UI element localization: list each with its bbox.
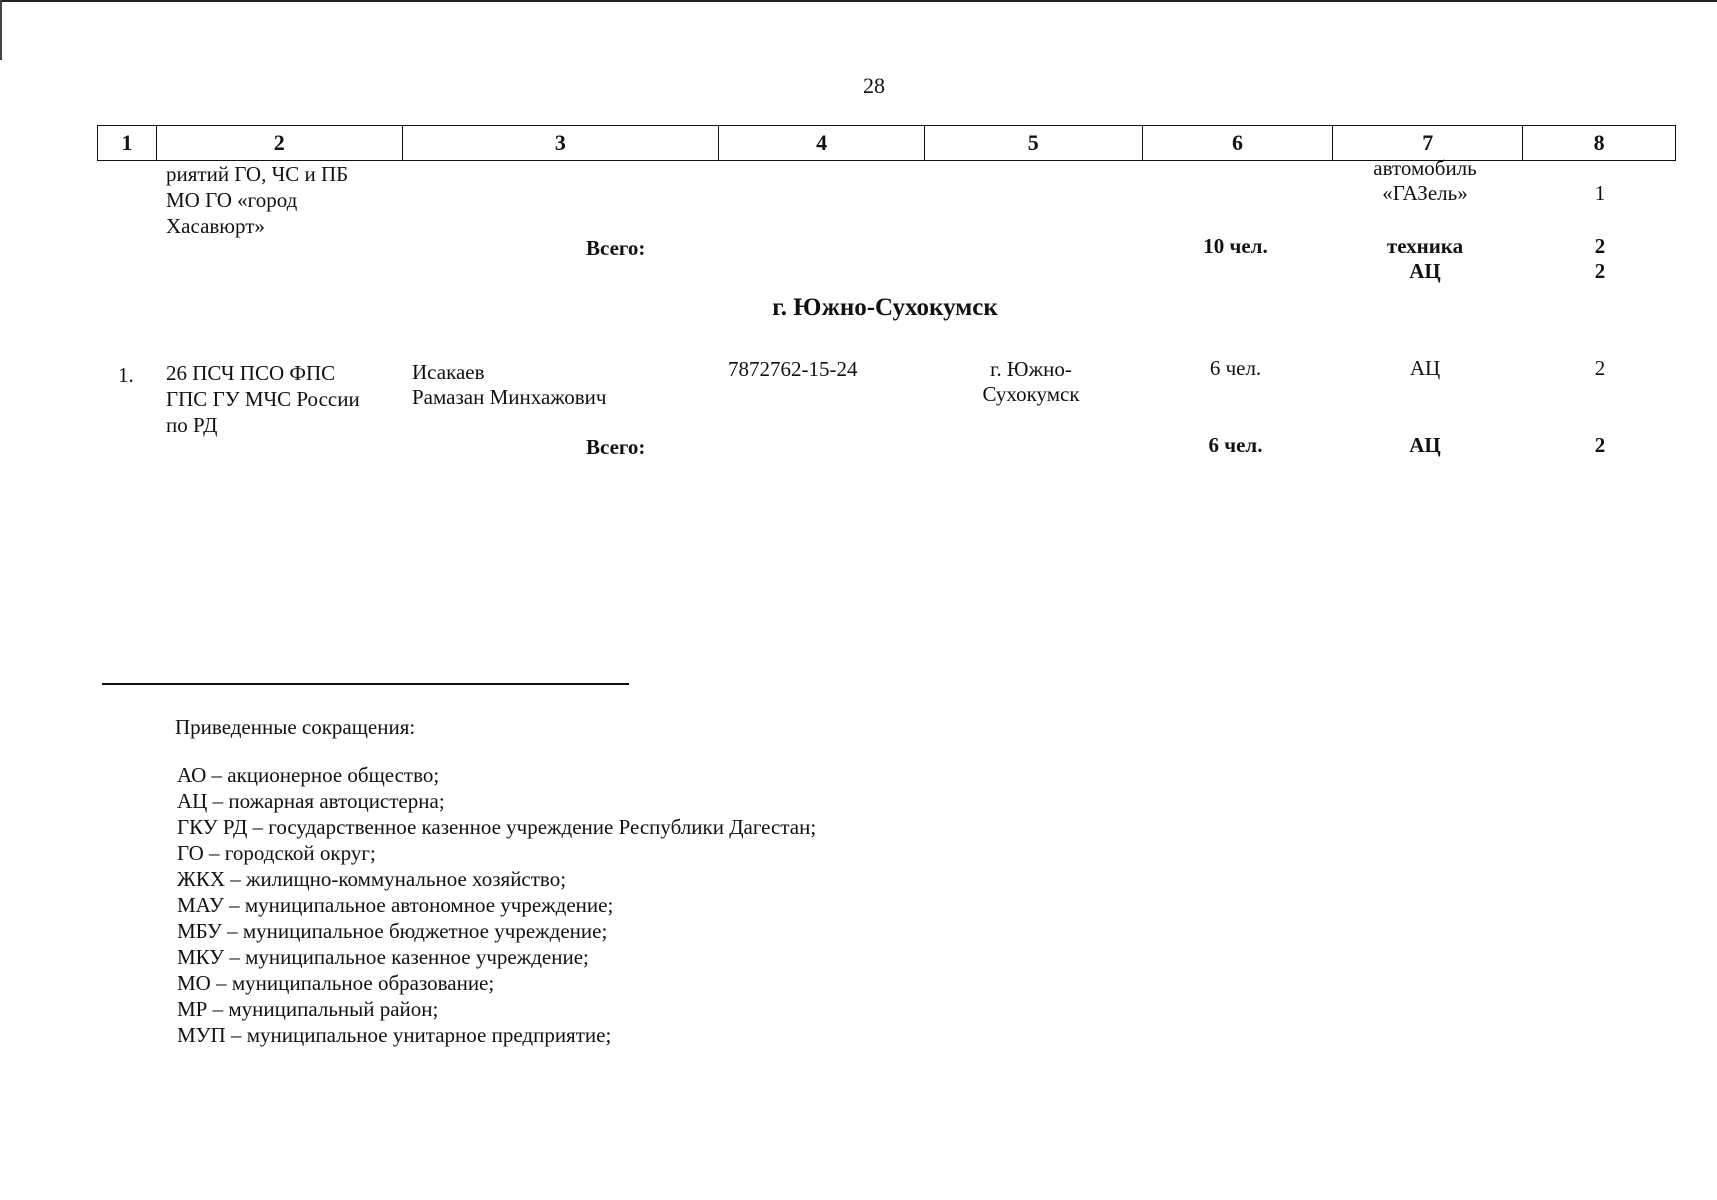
continued-count: 1 [1594, 181, 1606, 205]
header-col-4: 4 [718, 126, 924, 160]
total-1-count-1: 2 [1594, 234, 1606, 258]
row-1-phone: 7872762-15-24 [728, 357, 858, 381]
header-col-7: 7 [1332, 126, 1522, 160]
abbreviation-item: МО – муниципальное образование; [177, 971, 495, 995]
row-1-location-line-2: Сухокумск [982, 382, 1080, 406]
row-1-org-line-2: ГПС ГУ МЧС России [166, 387, 360, 411]
row-1-people: 6 чел. [1209, 356, 1262, 380]
header-col-3: 3 [402, 126, 719, 160]
continued-org-line-2: МО ГО «город [166, 188, 298, 212]
row-1-count: 2 [1594, 356, 1606, 380]
section-title: г. Южно-Сухокумск [772, 294, 998, 321]
header-col-6: 6 [1142, 126, 1333, 160]
abbreviation-item: АЦ – пожарная автоцистерна; [177, 789, 445, 813]
abbreviations-title: Приведенные сокращения: [175, 715, 416, 739]
abbreviation-item: МУП – муниципальное унитарное предприятие; [177, 1023, 612, 1047]
total-1-equipment-line-2: АЦ [1409, 259, 1441, 283]
row-1-location-line-1: г. Южно- [990, 357, 1072, 381]
footnote-separator [102, 683, 629, 685]
scan-top-edge [0, 0, 1717, 2]
total-1-people: 10 чел. [1203, 234, 1268, 258]
abbreviation-item: МАУ – муниципальное автономное учреждение; [177, 893, 614, 917]
abbreviation-item: ГО – городской округ; [177, 841, 376, 865]
header-col-5: 5 [924, 126, 1142, 160]
abbreviations-list [177, 762, 816, 1048]
row-1-number: 1. [118, 363, 134, 387]
header-col-2: 2 [156, 126, 402, 160]
continued-equipment-line-2: «ГАЗель» [1382, 181, 1468, 205]
continued-equipment-line-1: автомобиль [1373, 156, 1477, 180]
abbreviation-item: МР – муниципальный район; [177, 997, 439, 1021]
page-number: 28 [863, 73, 885, 98]
total-2-count: 2 [1594, 433, 1606, 457]
row-1-org-line-1: 26 ПСЧ ПСО ФПС [166, 361, 336, 385]
row-1-org-line-3: по РД [166, 413, 218, 437]
row-1-equipment: АЦ [1409, 356, 1441, 380]
header-col-1: 1 [121, 130, 133, 155]
total-1-equipment-line-1: техника [1386, 234, 1464, 258]
abbreviation-item: АО – акционерное общество; [177, 763, 440, 787]
row-1-person-line-1: Исакаев [412, 360, 485, 384]
total-1-count-2: 2 [1594, 259, 1606, 283]
total-2-label: Всего: [586, 435, 646, 459]
row-1-person-line-2: Рамазан Минхажович [412, 385, 607, 409]
total-2-equipment: АЦ [1409, 433, 1441, 457]
continued-org-line-3: Хасавюрт» [166, 214, 265, 238]
total-2-people: 6 чел. [1208, 433, 1263, 457]
header-col-8: 8 [1522, 126, 1675, 160]
abbreviation-item: ЖКХ – жилищно-коммунальное хозяйство; [177, 867, 567, 891]
scan-left-edge [0, 0, 2, 60]
total-1-label: Всего: [586, 236, 646, 260]
continued-org-line-1: риятий ГО, ЧС и ПБ [166, 162, 349, 186]
abbreviation-item: МКУ – муниципальное казенное учреждение; [177, 945, 589, 969]
abbreviation-item: МБУ – муниципальное бюджетное учреждение; [177, 919, 608, 943]
abbreviation-item: ГКУ РД – государственное казенное учреждение Республики Дагестан; [177, 815, 817, 839]
